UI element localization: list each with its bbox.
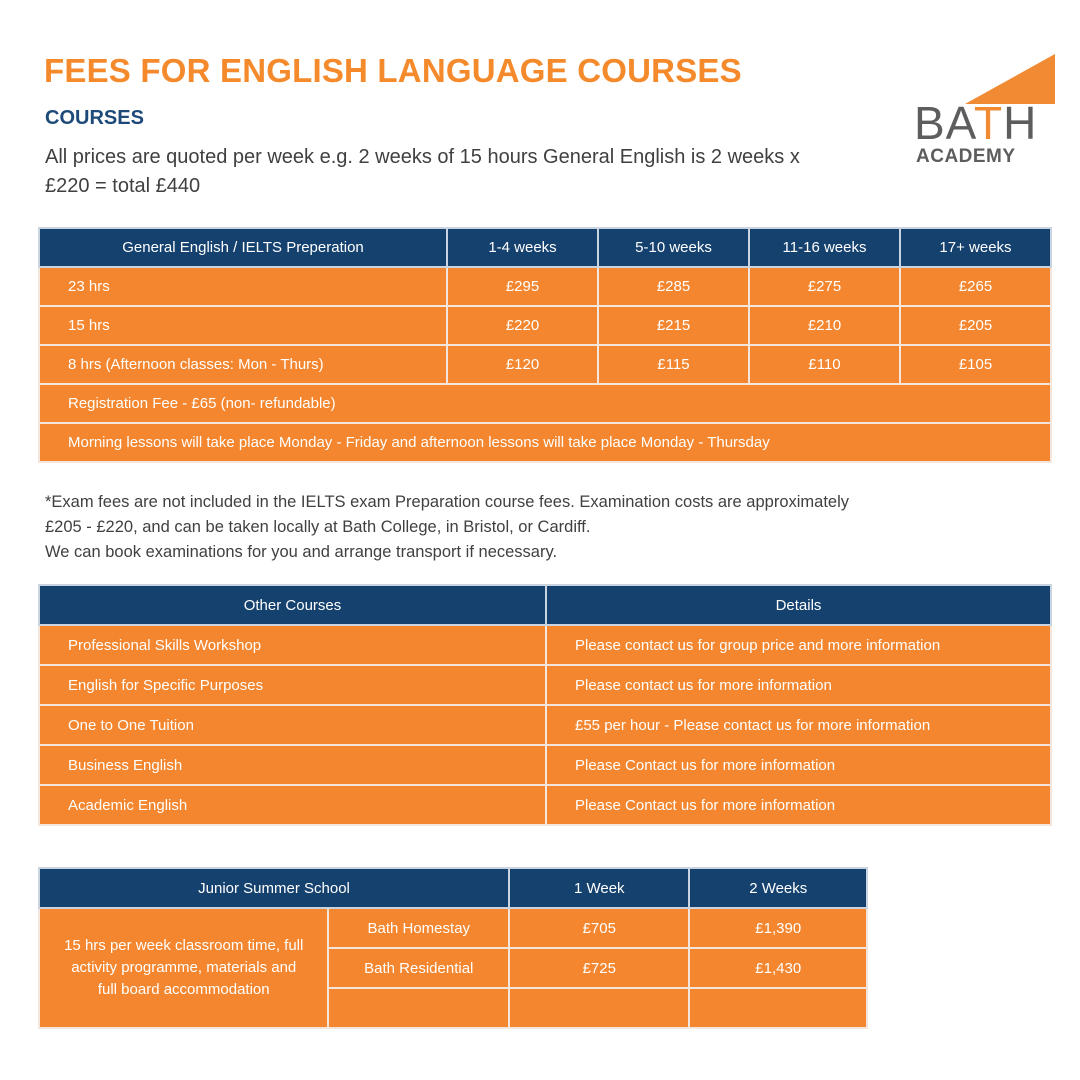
table-row: [39, 625, 1051, 665]
price-cell: £265: [900, 267, 1051, 306]
table-row: [39, 665, 1051, 705]
column-header: 1-4 weeks: [447, 228, 598, 267]
registration-fee-text: Registration Fee - £65 (non- refundable): [39, 384, 1051, 423]
column-header: Details: [546, 585, 1051, 625]
course-name: Academic English: [39, 785, 546, 825]
course-details: Please Contact us for more information: [546, 745, 1051, 785]
table-row: [39, 345, 1051, 384]
page-title: FEES FOR ENGLISH LANGUAGE COURSES: [44, 52, 742, 89]
column-header: 2 Weeks: [689, 868, 867, 908]
schedule-note-row: [39, 423, 1051, 462]
table-header-row: [39, 868, 867, 908]
junior-summer-school-table: [38, 867, 868, 1029]
table-row: [39, 745, 1051, 785]
schedule-note-text: Morning lessons will take place Monday - Friday and afternoon lessons will take place Monday - Thursday: [39, 423, 1051, 462]
course-name: One to One Tuition: [39, 705, 546, 745]
price-cell: £705: [509, 908, 689, 948]
column-header: 5-10 weeks: [598, 228, 749, 267]
price-cell: £285: [598, 267, 749, 306]
accommodation-option: [328, 988, 509, 1028]
intro-text: All prices are quoted per week e.g. 2 weeks of 15 hours General English is 2 weeks x £220 = total £440: [45, 146, 800, 197]
programme-description: 15 hrs per week classroom time, full activity programme, materials and full board accommodation: [39, 908, 328, 1028]
price-cell: [509, 988, 689, 1028]
accommodation-option: Bath Homestay: [328, 908, 509, 948]
course-details: Please Contact us for more information: [546, 785, 1051, 825]
table-row: [39, 908, 867, 948]
table-header-row: [39, 228, 1051, 267]
bath-academy-logo: [912, 52, 1057, 168]
course-details: Please contact us for group price and more information: [546, 625, 1051, 665]
hours-label: 23 hrs: [39, 267, 447, 306]
hours-label: 15 hrs: [39, 306, 447, 345]
price-cell: £120: [447, 345, 598, 384]
table-row: [39, 267, 1051, 306]
column-header: 1 Week: [509, 868, 689, 908]
exam-note-line: We can book examinations for you and arrange transport if necessary.: [45, 543, 558, 561]
course-name: English for Specific Purposes: [39, 665, 546, 705]
course-name: Business English: [39, 745, 546, 785]
price-cell: £725: [509, 948, 689, 988]
price-cell: £105: [900, 345, 1051, 384]
column-header: Junior Summer School: [39, 868, 509, 908]
price-cell: £1,390: [689, 908, 867, 948]
course-details: Please contact us for more information: [546, 665, 1051, 705]
price-cell: £215: [598, 306, 749, 345]
general-english-fees-table: [38, 227, 1052, 463]
course-name: Professional Skills Workshop: [39, 625, 546, 665]
exam-fees-note: [45, 490, 1045, 565]
price-cell: £295: [447, 267, 598, 306]
price-cell: £1,430: [689, 948, 867, 988]
hours-label: 8 hrs (Afternoon classes: Mon - Thurs): [39, 345, 447, 384]
price-cell: £205: [900, 306, 1051, 345]
table-row: [39, 306, 1051, 345]
price-cell: £210: [749, 306, 900, 345]
price-cell: [689, 988, 867, 1028]
table-row: [39, 785, 1051, 825]
column-header: 11-16 weeks: [749, 228, 900, 267]
price-cell: £115: [598, 345, 749, 384]
price-cell: £110: [749, 345, 900, 384]
section-subtitle: COURSES: [45, 107, 144, 129]
price-cell: £220: [447, 306, 598, 345]
exam-note-line: *Exam fees are not included in the IELTS exam Preparation course fees. Examination costs are approximately: [45, 493, 850, 511]
other-courses-table: [38, 584, 1052, 826]
column-header: Other Courses: [39, 585, 546, 625]
course-details: £55 per hour - Please contact us for more information: [546, 705, 1051, 745]
column-header: General English / IELTS Preperation: [39, 228, 447, 267]
logo-subtext: ACADEMY: [916, 146, 1016, 167]
table-row: [39, 705, 1051, 745]
registration-fee-row: [39, 384, 1051, 423]
price-cell: £275: [749, 267, 900, 306]
logo-wordmark: BATH: [914, 97, 1038, 149]
table-header-row: [39, 585, 1051, 625]
exam-note-line: £205 - £220, and can be taken locally at Bath College, in Bristol, or Cardiff.: [45, 518, 591, 536]
column-header: 17+ weeks: [900, 228, 1051, 267]
accommodation-option: Bath Residential: [328, 948, 509, 988]
